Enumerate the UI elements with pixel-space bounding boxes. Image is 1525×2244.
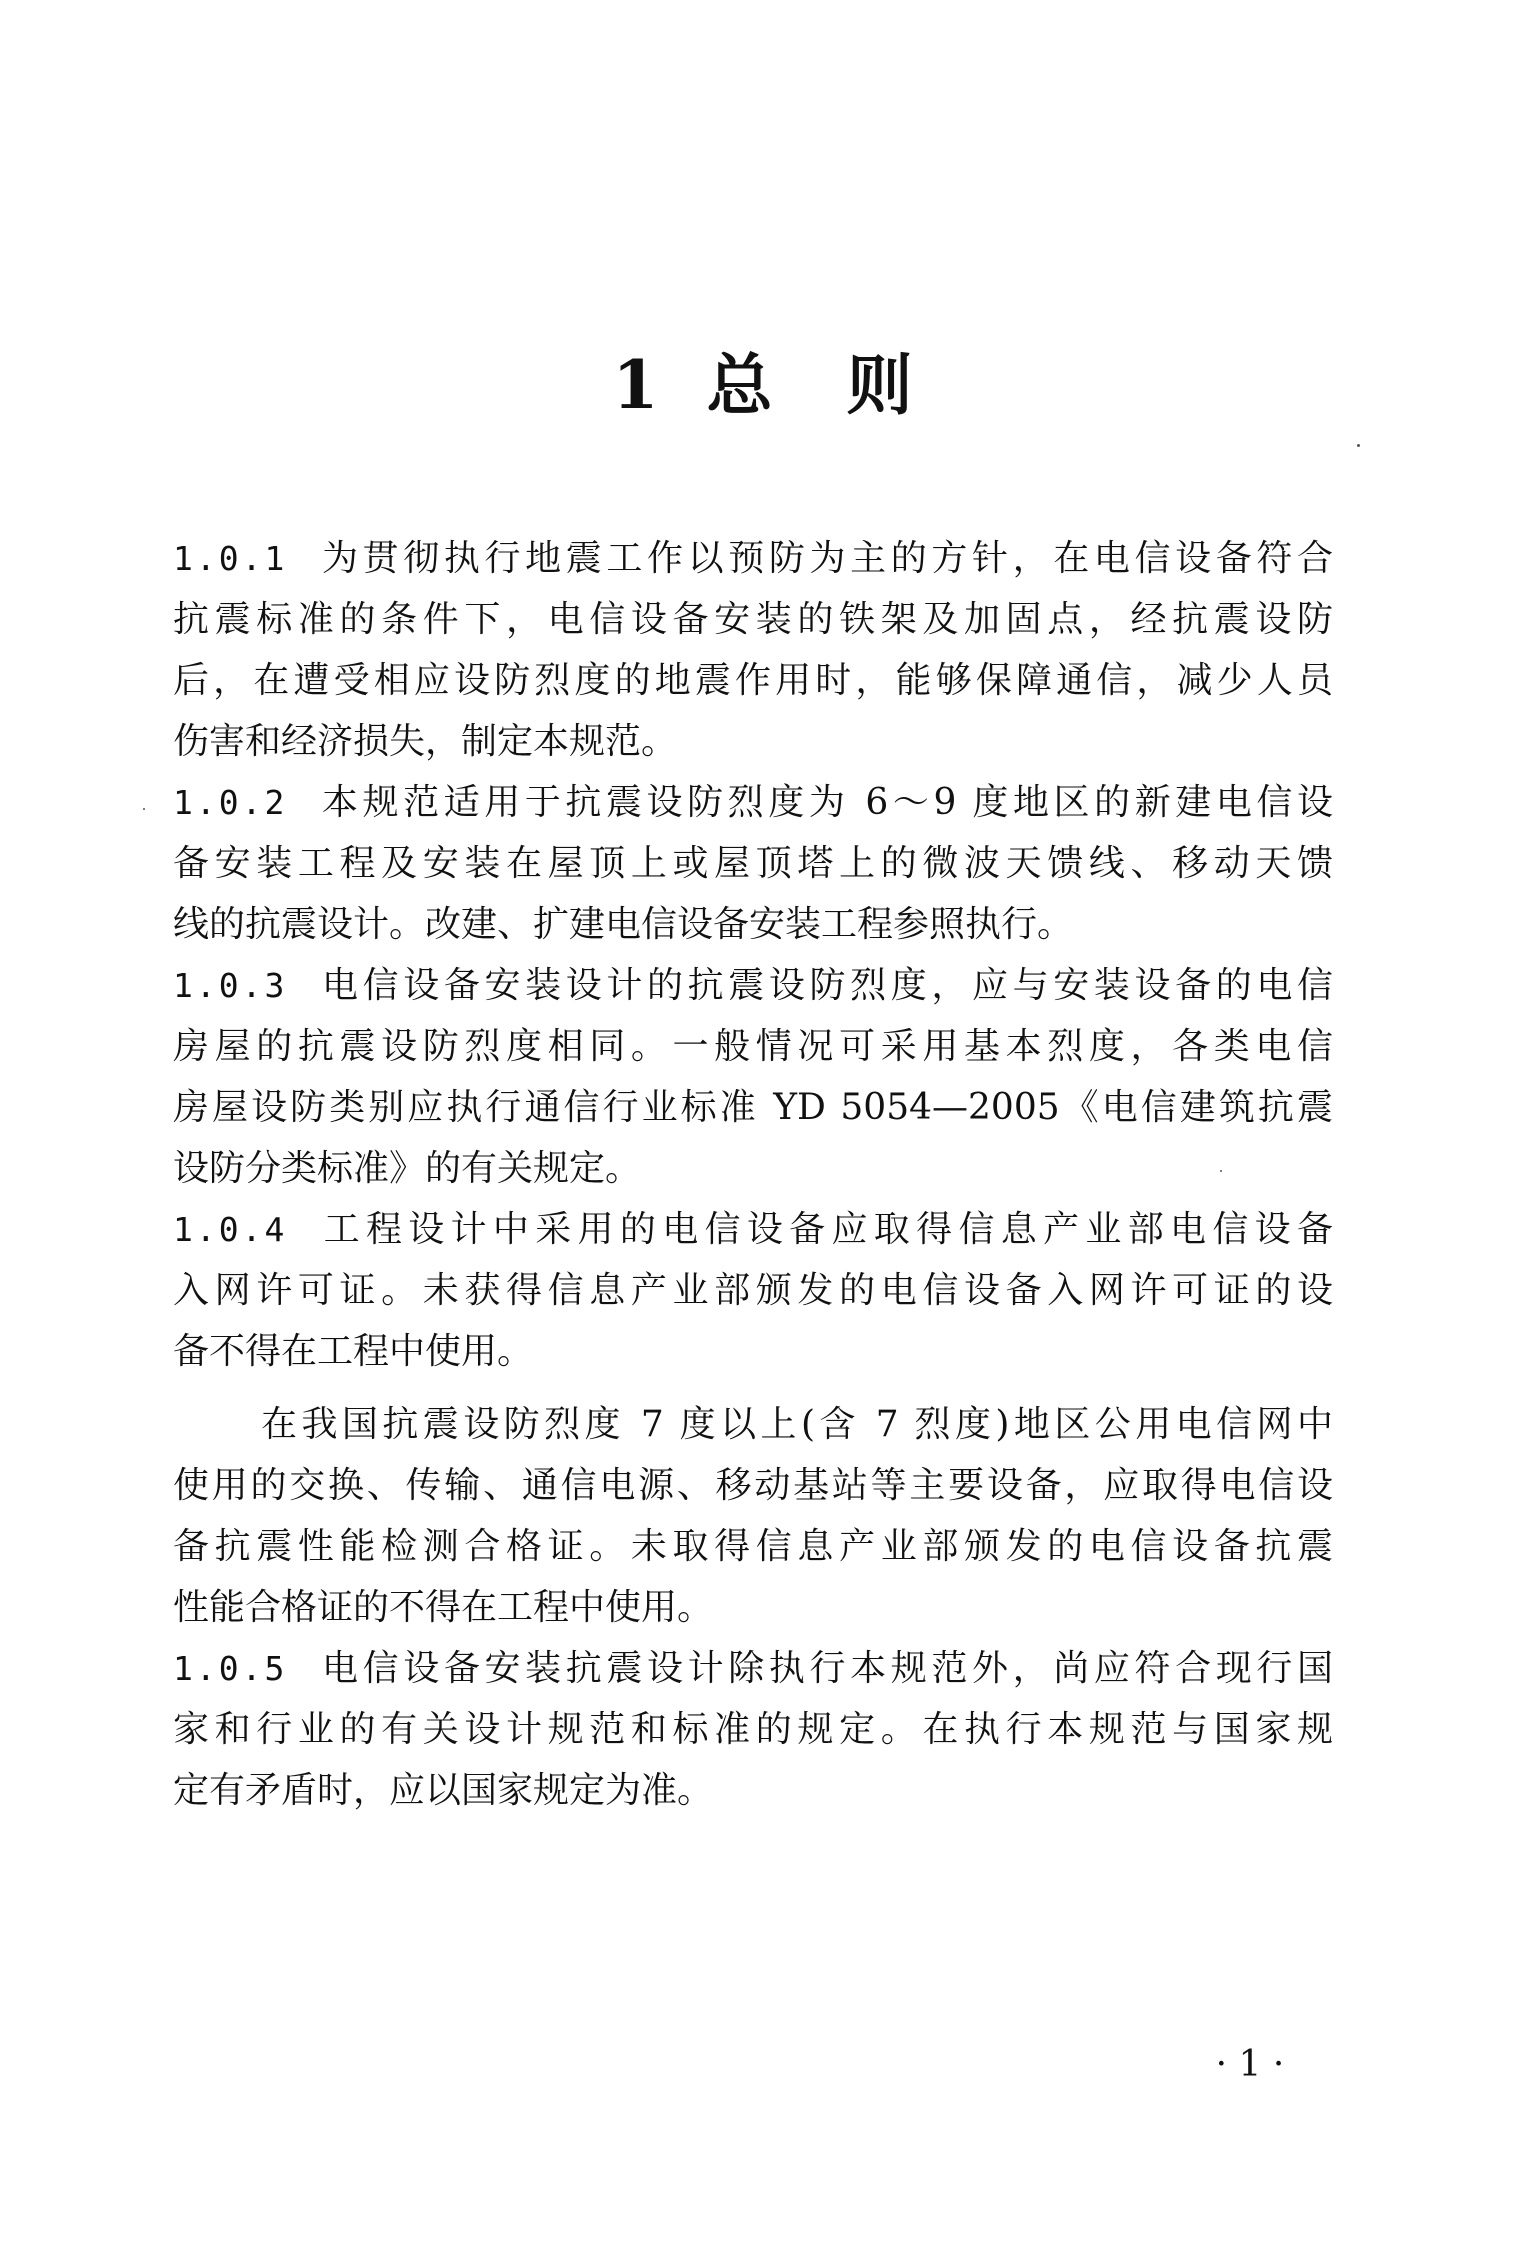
text-line: 设防分类标准》的有关规定。 (173, 1148, 642, 1189)
chapter-title-word-2: 则 (846, 346, 913, 424)
text-line: 备安装工程及安装在屋顶上或屋顶塔上的微波天馈线、移动天馈 (173, 843, 1333, 884)
paragraph-gap (173, 1382, 1333, 1394)
text-line: 在我国抗震设防烈度 7 度以上(含 7 烈度)地区公用电信网中 (261, 1404, 1333, 1445)
clause-number: 1.0.1 (173, 539, 288, 578)
text-line: 1.0.4 工程设计中采用的电信设备应取得信息产业部电信设备 (173, 1209, 1333, 1250)
text-line: 1.0.2 本规范适用于抗震设防烈度为 6～9 度地区的新建电信设 (173, 782, 1333, 823)
text-line: 房屋的抗震设防烈度相同。一般情况可采用基本烈度，各类电信 (173, 1026, 1333, 1067)
clause-1-0-4 (173, 1199, 1333, 1638)
text-line: 备抗震性能检测合格证。未取得信息产业部颁发的电信设备抗震 (173, 1526, 1333, 1567)
text-line: 1.0.5 电信设备安装抗震设计除执行本规范外，尚应符合现行国 (173, 1648, 1333, 1689)
text-line: 备不得在工程中使用。 (173, 1331, 534, 1372)
clause-1-0-1 (173, 528, 1333, 772)
clause-number: 1.0.5 (173, 1649, 288, 1688)
clause-1-0-3 (173, 955, 1333, 1199)
chapter-title-word-1: 总 (706, 346, 773, 424)
text-line: 抗震标准的条件下，电信设备安装的铁架及加固点，经抗震设防 (173, 599, 1333, 640)
body-text (173, 528, 1333, 1821)
chapter-title (0, 345, 1525, 425)
clause-1-0-2 (173, 772, 1333, 955)
scan-speck (1357, 444, 1360, 447)
text-line: 线的抗震设计。改建、扩建电信设备安装工程参照执行。 (173, 904, 1074, 945)
chapter-number: 1 (612, 346, 659, 424)
text-line: 使用的交换、传输、通信电源、移动基站等主要设备，应取得电信设 (173, 1465, 1333, 1506)
page-number: · 1 · (1215, 2044, 1285, 2085)
text-line: 后，在遭受相应设防烈度的地震作用时，能够保障通信，减少人员 (173, 660, 1333, 701)
scan-speck (143, 808, 145, 810)
clause-number: 1.0.2 (173, 783, 288, 822)
scan-speck (1220, 1170, 1222, 1172)
text-line: 房屋设防类别应执行通信行业标准 YD 5054—2005《电信建筑抗震 (173, 1087, 1333, 1128)
text-line: 家和行业的有关设计规范和标准的规定。在执行本规范与国家规 (173, 1709, 1333, 1750)
clause-number: 1.0.4 (173, 1210, 288, 1249)
text-line: 定有矛盾时，应以国家规定为准。 (173, 1770, 714, 1811)
text-line: 入网许可证。未获得信息产业部颁发的电信设备入网许可证的设 (173, 1270, 1333, 1311)
text-line: 1.0.1 为贯彻执行地震工作以预防为主的方针，在电信设备符合 (173, 538, 1333, 579)
clause-1-0-5 (173, 1638, 1333, 1821)
clause-number: 1.0.3 (173, 966, 288, 1005)
text-line: 伤害和经济损失，制定本规范。 (173, 721, 678, 762)
text-line: 1.0.3 电信设备安装设计的抗震设防烈度，应与安装设备的电信 (173, 965, 1333, 1006)
text-line: 性能合格证的不得在工程中使用。 (173, 1587, 714, 1628)
